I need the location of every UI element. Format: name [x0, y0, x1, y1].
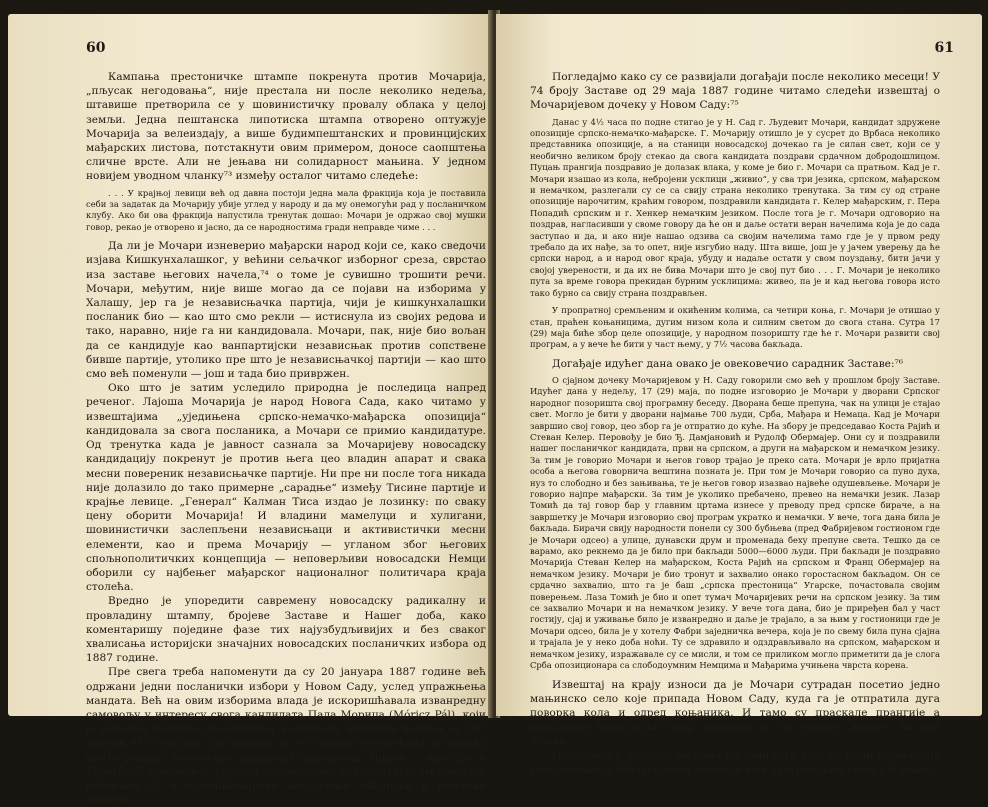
block-quote: . . . У крајњој левици већ од давна постоји једна мала фракција која је поставила себи за задатак да Мочарију убије углед у народу и да му онемогући рад у посланичком клубу. Ако би ова фракција напустила тренутак дошао: Мочари је одржао свој мушки говор, рекао је отворено и јасно, да се народностима гради неправде чиме . . .	[86, 187, 486, 232]
paragraph: Извештај на крају износи да је Мочари сутрадан посетио једно мањинско село које припада Новом Саду, куда га је отпратила дуга поворка кола и одред коњаника. И тамо су праскале прангије а пространи новосадски атар одјекивао је од узвика „Живео“ на три језика.	[530, 678, 940, 748]
block-quote: О сјајном дочеку Мочаријевом у Н. Саду говорили смо већ у прошлом броју Заставе. Идућег дана у недељу, 17 (29) маја, по подне изговорио је Мочари у дворани Српског народног позоришта свој програмну беседу. Дворана беше препуна, чак на улици је стајао свет. Могло је бити у дворани најмање 700 људи, Срба, Мађара и Немаца. Кад је Мочари завршио свој говор, цео збор га је отпратио до куће. На збору је председавао Коста Рајић и Стеван Келер. Перовођу је био Ђ. Дамјановић и Рудолф Обермајер. Они су и поздравили нашег посланичког кандидата, први на српском, а други на мађарском и немачком језику. За тим је говорио Мочари и његов говор трајао је преко сата. Мочари је врло пријатна особа а његова говорнича вештина позната је. При том је Мочари говорио са пуно духа, нуз то слободно и без зањивања, те је његов говор изазвао највеће одушевљење. Мочари је говорио најпре мађарски. За тим је уколико пребачено, превео на немачки језик. Лазар Томић да тај говор бар у главним цртама изнесе у преводу пред српске бираче, а на завршетку је Мочари изговорио свој програм укратко и немачки. У вече, тога дана била је бакљада. Бирачи свију народности понели су 300 бубњева (пред Фабријевом гостионом где је Мочари одсео) а улице, дунавски друм и променада беху препуне света. Тешко да се варамо, ако рекнемо да је било при бакљади 5000—6000 људи. При бакљади је поздравио Мочарија Стеван Келер на мађарском, Коста Рајић на српском и Франц Обермајер на немачком језику. Мочари је био тронут и захвалио онако горостасном бакљадом. Он се срдачно захвалио, што га је баш „српска престоница“ Угарске, почастовала својим поверењем. Лаза Томић је био и опет тумач Мочаријевих речи на српском језику. За тим се захвалио Мочари и на немачком језику. У вече тога дана, био је приређен бал у част гостију, сјај и уживање било је изванредно и даље је трајало, а за њим у гостионици где је Мочари одсео, била је у хотелу Фабри заједничка вечера, која је по свему била пуна сјајна и трајала је у неко доба ноћи. Ту се здравило и одздрављивало на српском, мађарском и немачком језику, изражавале су се мисли, и том се приликом могло приметити да је слога Срба опозиционара са слободоумним Немцима и Мађарима учињена чврста корена.	[530, 374, 940, 671]
text-column	[86, 70, 486, 807]
paragraph: Око што је затим уследило природна је последица напред реченог. Лајоша Мочарија је народ Новога Сада, како читамо у извештајима „уједињена српско-немачко-мађарска опозиција“ кандидовала за свога посланика, а Мочари се примио кандидатуре. Од тренутка када је јавност сазнала за Мочаријеву новосадску кандидацију покренут је против њега цео владин апарат и свака месни повереник независњачке партије. Ни пре ни после тога никада није долазило до тако примерне „сарадње“ између Тисине партије и крајње левице. „Генерал“ Калман Тиса издао је лозинку: по сваку цену оборити Мочарија! И владини мамелуци и хулигани, шовинистички заслепљени независњаци и активистички месни елементи, као и према Мочарију — угланом због његових спољнополитичких концепција — неповерљиви новосадски Немци оборили су најбењег мађарског националног политичара краја столећа.	[86, 382, 486, 594]
paragraph: Погледајмо како су се развијали догађаји после неколико месеци! У 74 броју Заставе од 29 маја 1887 године читамо следећи извештај о Мочаријевом дочеку у Новом Саду:⁷⁵	[530, 71, 940, 112]
paragraph: После овога читаоца не само ће занимати који су били најважније констатације у Мочаријевом новосадском програмском говору и зашто	[530, 749, 940, 776]
paragraph: Да ли је Мочари изневерио мађарски народ који се, како сведочи изјава Кишкунхалашког, у већини сељачког изборног среза, сврстао иза заставе његових начела,⁷⁴ о томе је сувишно трошити речи. Мочари, међутим, није више могао да се појави на изборима у Халашу, јер га је независњачка партија, чији је кишкунхалашки посланик био — као што смо рекли — истиснула из својих редова и тако, наравно, није га ни кандидовала. Мочари, пак, није био вољан да се кандидује као ванпартијски независњак против сопствене бивше партије, утолико пре што је независњачкој партији — као што смо већ поменули — још и тада био привржен.	[86, 240, 486, 381]
left-page	[8, 14, 492, 807]
block-quote: У пропратној сремљеним и окићеним колима, са четири коња, г. Мочари је отишао у стан, праћен коњаницима, дугим низом кола и силним светом до свога стана. Сутра 17 (29) маја биће збор целе опозиције, у народном позоришту где ће г. Мочари развити свој програм, а у вече ће бити у част њему, у 7½ часова бакљада.	[530, 305, 940, 350]
paragraph: Пре свега треба напоменути да су 20 јануара 1887 године већ одржани једни посланички избори у Новом Саду, услед упражњења мандата. Већ на овим изборима влада је искоришћавала изванредну самовољу у интересу свога кандидата Пала Морица (Móricz Pál), који је напокон победио опозиционог кандидата Антонија Хаџића са 507 против 411 гласова. Ова већина од 96 гласова обезбеђена је помоћу неито ранијих насељених државних чиновника. Иначе — као што и Egyetértés признаје — српског опозиционог кандидата, осим српских, помагали су и опозиционарски настројени мађарски и немачки бирачи.	[86, 666, 486, 807]
paragraph: Догађаје идућег дана овако је овековечио сарадник Заставе:⁷⁶	[552, 357, 904, 370]
page-number: 60	[86, 40, 106, 56]
paragraph: Вредно је упоредити савремену новосадску радикалну и провладину штампу, бројеве Заставе и Нашег доба, како коментаришу поједине фазе тих најузбудљивијих и без сваког хвалисања историјски значајних новосадских посланичких избора од 1887 године.	[86, 595, 486, 665]
paragraph: Кампања престоничке штампе покренута против Мочарија, „пљусак негодовања“, није престала ни после неколико недеља, штавише претворила се у шовинистичку провалу облака у целој земљи. Једна пештанска липотиска штампа отворено оптужује Мочарија за велеиздају, а више будимпештанских и провинцијских мађарских листова, потстакнути овим примером, доносе саопштења сличне врсте. Али не јењава ни солидарност мањина. У једном новијем уводном чланку⁷³ између осталог читамо следеће:	[86, 71, 486, 183]
right-page	[496, 14, 982, 776]
text-column	[530, 70, 940, 777]
block-quote: Данас у 4½ часа по подне стигао је у Н. Сад г. Људевит Мочари, кандидат здружене опозиције српско-немачко-мађарске. Г. Мочарију отишло је у сусрет до Врбаса неколико представника опозиције, а на станици новосадској дочекао га је силан свет, који се у необично великом броју стекао да свога кандидата поздрави срдачном добродошлицом. Пуцањ прангија поздравио је долазак влака, у коме је био г. Мочари са пратњом. Кад је г. Мочари изашао из кола, небројени усклици „живио“, у сва три језика, српском, мађарском и немачком, разлегали су се са свију страна неколико тренутака. За тим су од стране опозиције нарочитим, краћим говором, поздравили кандидата г. Келер мађарским, г. Пера Попадић српским и г. Хенкер немачким језиком. После тога је г. Мочари одговорио на поздрав, нагласивши у своме говору да ће он и даље остати веран начелима која је до сада заступао и да, и ако није нашао одзива са својим начелима тамо где је у првом реду требало да их нађе, за то опет, није изгубио наду. Шта више, још је у јачем уверењу да ће српски народ, а и народ овог краја, убуду и надаље остати у свом поуздању, бити јачи у својој уверености, и да их не бива Мочари што је свој пут био . . . Г. Мочари је неколико пута за време говора прекидан бурним усклицима: живео, па је и кад његова говора исто тако бурно са свију страна поздрављен.	[530, 116, 940, 298]
page-number: 61	[934, 40, 954, 56]
